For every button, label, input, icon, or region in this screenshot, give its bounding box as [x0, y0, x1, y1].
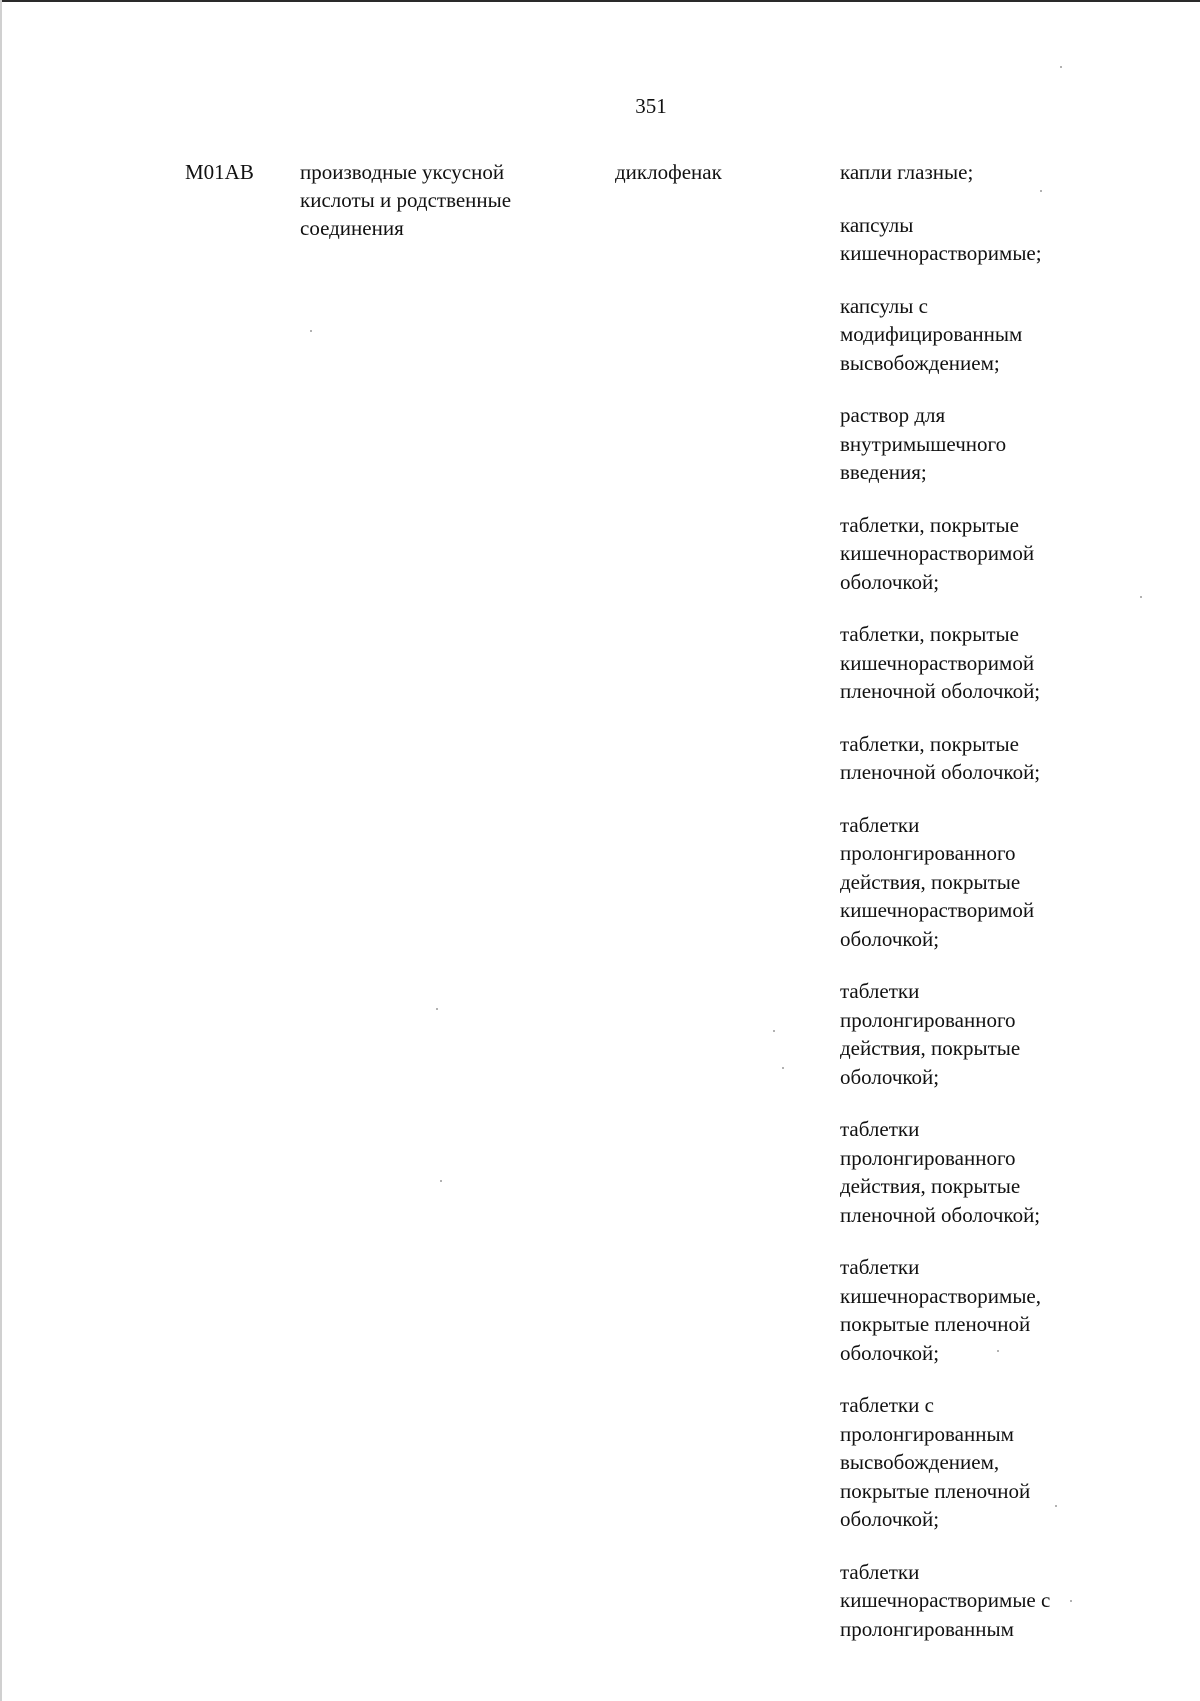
dosage-form-line: пролонгированным — [840, 1421, 1014, 1446]
dosage-form-line: оболочкой; — [840, 569, 940, 594]
dosage-form-line: пролонгированного — [840, 1007, 1016, 1032]
scan-speck — [1055, 1505, 1057, 1507]
dosage-form-line: покрытые пленочной — [840, 1312, 1031, 1336]
dosage-form-line: таблетки — [840, 1255, 920, 1279]
dosage-form-line: капсулы — [840, 212, 914, 237]
dosage-form-line: пленочной оболочкой; — [840, 1202, 1041, 1227]
dosage-form-line: пролонгированного — [840, 1145, 1016, 1170]
dosage-form-item — [840, 511, 1100, 597]
group-line: производные уксусной — [300, 160, 505, 184]
dosage-form-item — [840, 811, 1100, 954]
dosage-form-item — [840, 1558, 1100, 1644]
scan-speck — [782, 1067, 784, 1069]
dosage-form-line: таблетки — [840, 1117, 920, 1141]
dosage-form-item — [840, 1391, 1100, 1534]
dosage-form-line: пролонгированного — [840, 841, 1016, 865]
dosage-form-line: пленочной оболочкой; — [840, 679, 1041, 703]
dosage-form-item — [840, 1253, 1100, 1367]
dosage-form-item — [840, 1115, 1100, 1229]
dosage-form-line: введения; — [840, 460, 927, 484]
scan-speck — [310, 330, 312, 332]
dosage-form-item — [840, 211, 1100, 268]
dosage-form-line: таблетки — [840, 1559, 920, 1584]
dosage-form-item — [840, 620, 1100, 706]
dosage-form-item — [840, 977, 1100, 1091]
dosage-form-line: покрытые пленочной — [840, 1478, 1031, 1503]
dosage-form-line: высвобождением, — [840, 1450, 1000, 1474]
dosage-form-item — [840, 401, 1100, 487]
scan-speck — [1070, 1600, 1072, 1602]
dosage-form-line: капсулы с — [840, 293, 928, 318]
group-line: соединения — [300, 216, 404, 240]
scan-left-edge — [0, 0, 2, 1701]
dosage-forms-list — [840, 158, 1100, 1667]
dosage-form-item — [840, 158, 1100, 187]
scan-speck — [440, 1180, 442, 1182]
drug-name: диклофенак — [615, 160, 722, 184]
scan-speck — [1060, 66, 1062, 68]
dosage-form-line: таблетки, покрытые — [840, 622, 1019, 646]
scan-top-edge — [0, 0, 1200, 2]
dosage-form-line: оболочкой; — [840, 1507, 940, 1531]
scan-speck — [1140, 596, 1142, 598]
dosage-form-item — [840, 730, 1100, 787]
dosage-form-line: кишечнорастворимые с — [840, 1588, 1051, 1612]
dosage-form-line: капли глазные; — [840, 160, 974, 184]
dosage-form-line: таблетки, покрытые — [840, 512, 1019, 537]
dosage-form-line: действия, покрытые — [840, 1036, 1021, 1060]
dosage-form-line: таблетки с — [840, 1393, 934, 1417]
dosage-form-line: действия, покрытые — [840, 869, 1021, 894]
dosage-form-line: кишечнорастворимой — [840, 898, 1035, 922]
dosage-form-line: действия, покрытые — [840, 1174, 1021, 1198]
dosage-form-line: таблетки, покрытые — [840, 731, 1019, 756]
dosage-form-line: модифицированным — [840, 322, 1023, 346]
scan-speck — [1040, 190, 1042, 192]
dosage-form-line: кишечнорастворимые; — [840, 241, 1042, 265]
dosage-form-line: таблетки — [840, 812, 920, 837]
dosage-form-line: кишечнорастворимой — [840, 650, 1035, 675]
dosage-form-line: кишечнорастворимые, — [840, 1283, 1042, 1308]
dosage-form-line: оболочкой; — [840, 1340, 940, 1365]
scan-speck — [997, 1350, 999, 1352]
dosage-form-item — [840, 292, 1100, 378]
scan-speck — [773, 1030, 775, 1032]
atc-code: M01AB — [185, 160, 254, 184]
group-line: кислоты и родственные — [300, 188, 512, 212]
dosage-form-line: внутримышечного — [840, 431, 1007, 456]
dosage-form-line: высвобождением; — [840, 350, 1000, 375]
dosage-form-line: кишечнорастворимой — [840, 541, 1035, 565]
scan-speck — [436, 1008, 438, 1010]
pharmacological-group — [300, 158, 570, 242]
dosage-form-line: раствор для — [840, 403, 946, 427]
dosage-form-line: пролонгированным — [840, 1616, 1014, 1641]
dosage-form-line: оболочкой; — [840, 926, 940, 951]
page-number: 351 — [635, 94, 667, 118]
dosage-form-line: таблетки — [840, 979, 920, 1003]
dosage-form-line: оболочкой; — [840, 1064, 940, 1089]
dosage-form-line: пленочной оболочкой; — [840, 760, 1041, 784]
